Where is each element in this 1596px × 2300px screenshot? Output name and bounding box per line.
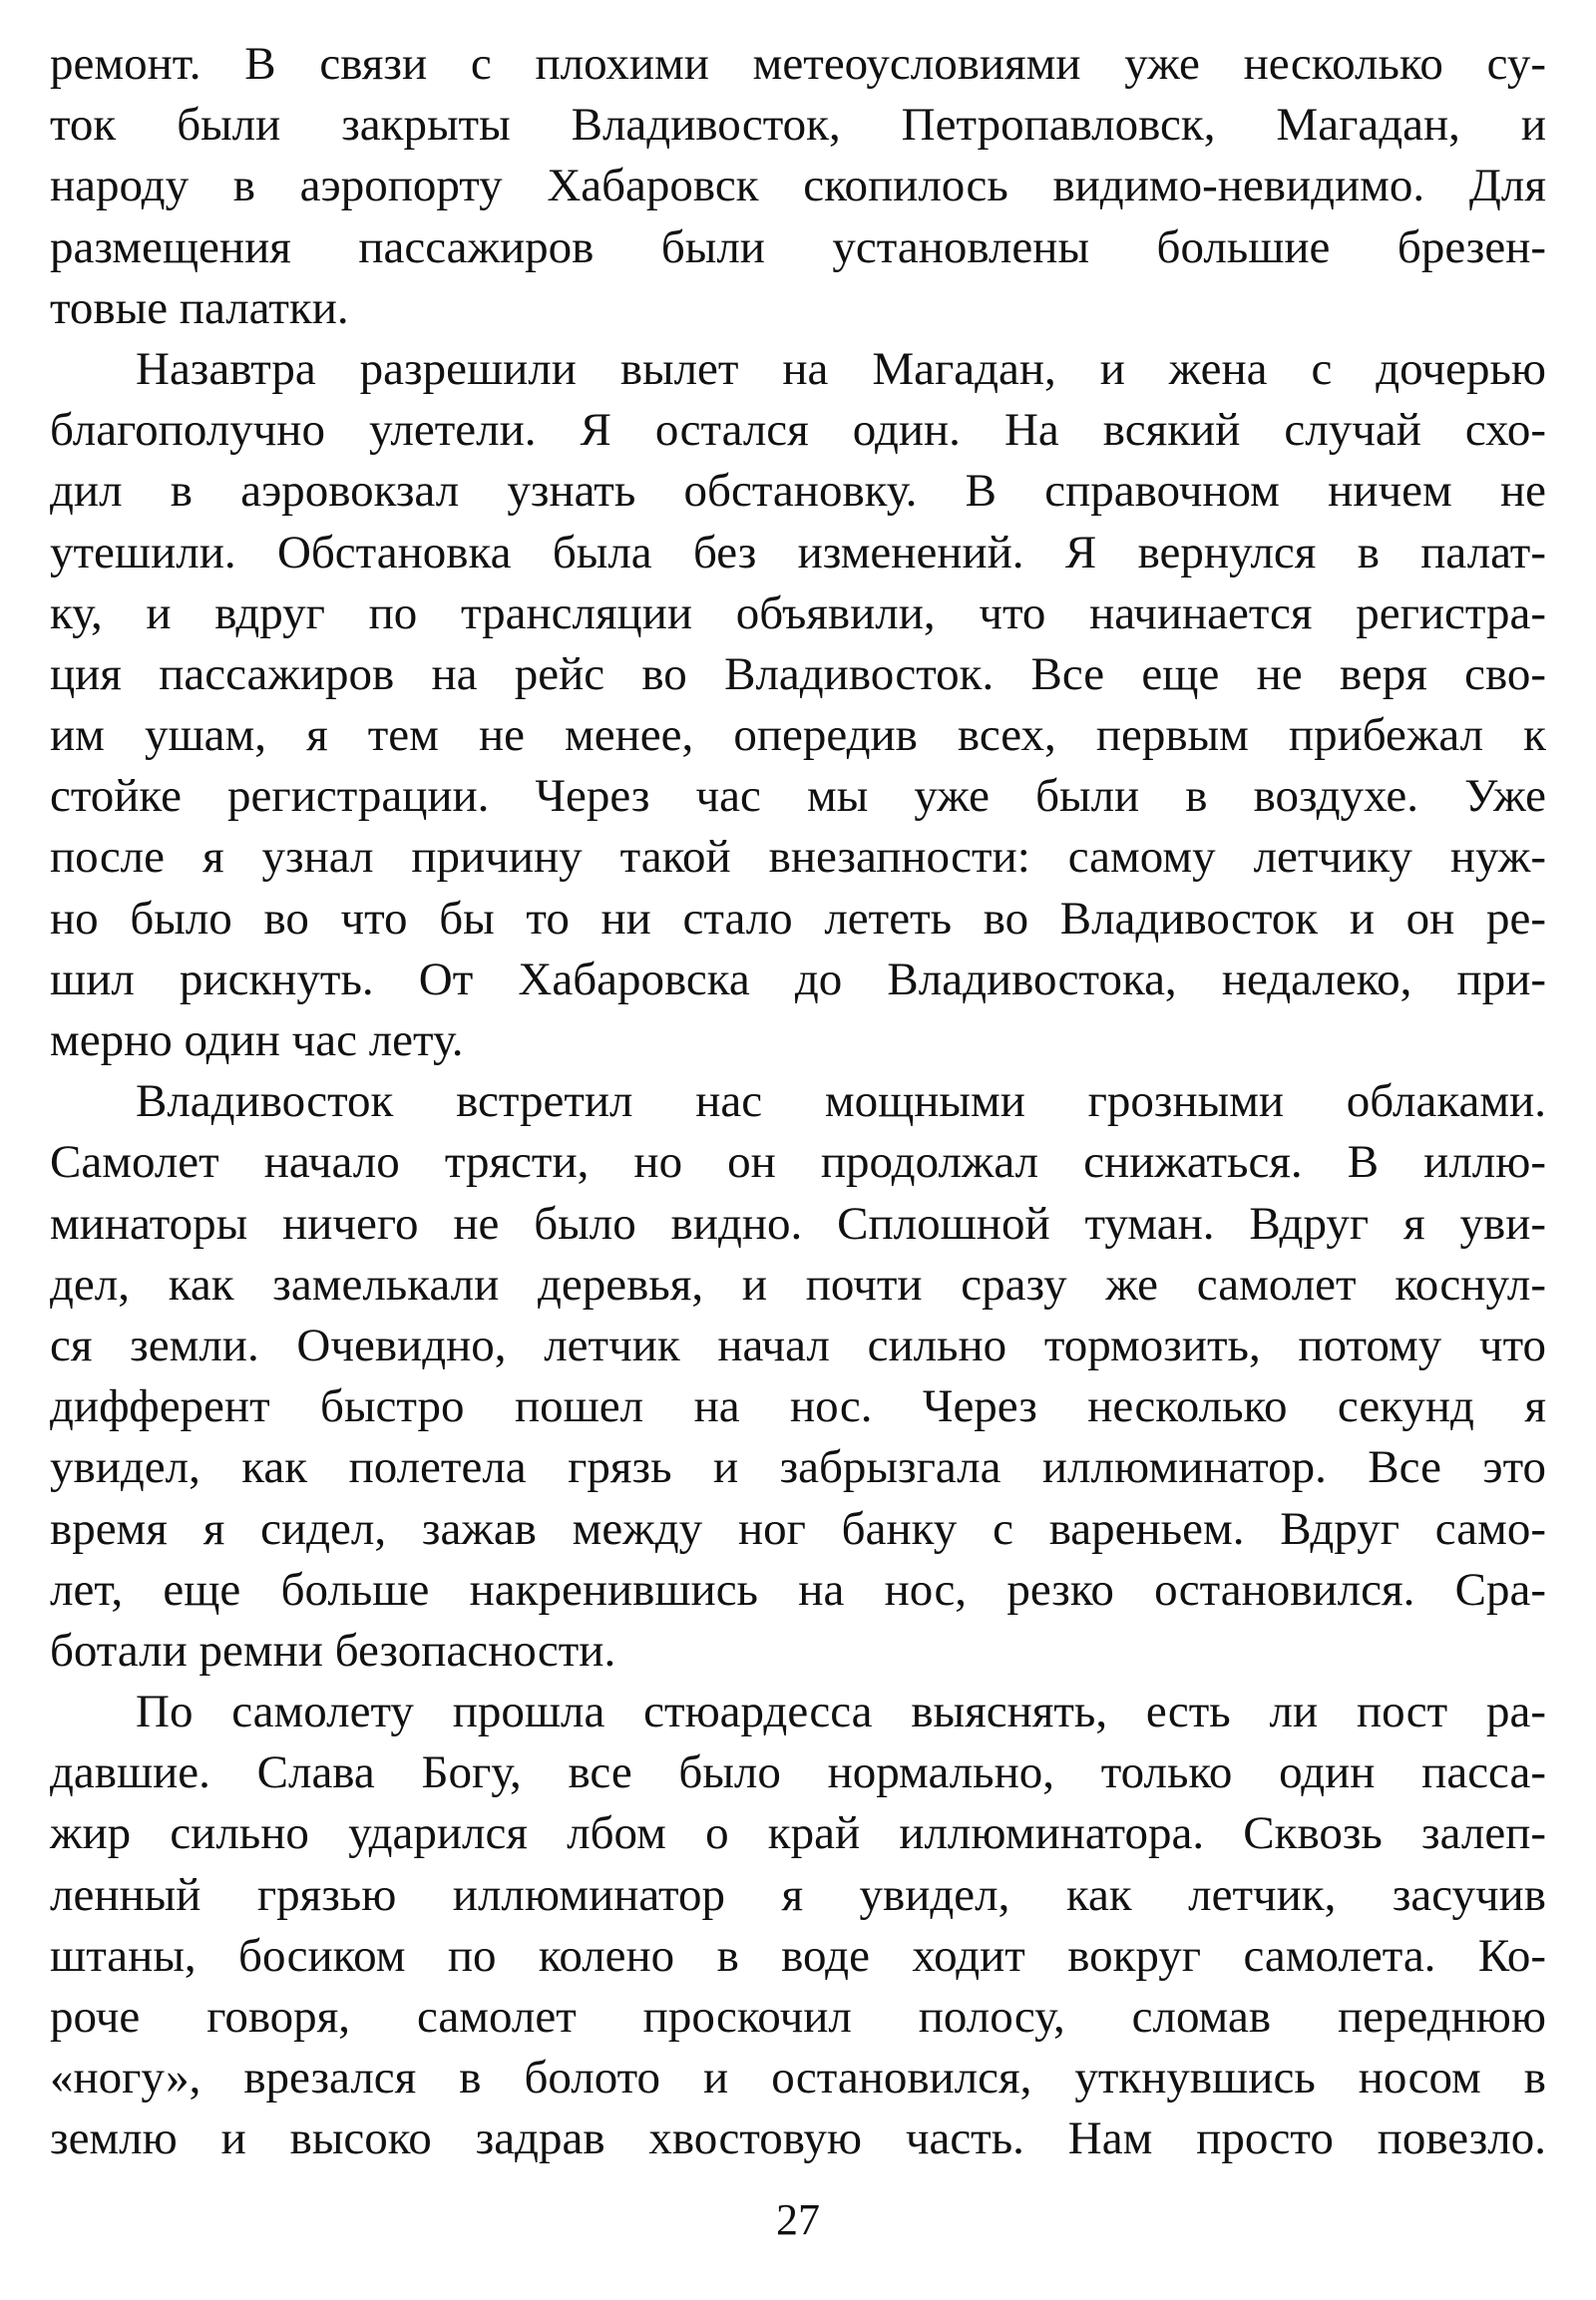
body-text: [50, 34, 1546, 2170]
text-line: увидел, как полетела грязь и забрызгала иллюминатор. Все это: [50, 1441, 1546, 1494]
text-line: минаторы ничего не было видно. Сплошной туман. Вдруг я уви-: [50, 1197, 1546, 1250]
text-line: ток были закрыты Владивосток, Петропавловск, Магадан, и: [50, 99, 1546, 152]
text-line: дил в аэровокзал узнать обстановку. В справочном ничем не: [50, 465, 1546, 518]
text-line: дифферент быстро пошел на нос. Через несколько секунд я: [50, 1380, 1546, 1433]
text-line: По самолету прошла стюардесса выяснять, есть ли пост ра-: [136, 1686, 1546, 1738]
paragraph-1: [50, 34, 1546, 339]
text-line: жир сильно ударился лбом о край иллюминатора. Сквозь залеп-: [50, 1807, 1546, 1860]
text-line: ся земли. Очевидно, летчик начал сильно тормозить, потому что: [50, 1319, 1546, 1371]
paragraph-4: [50, 1682, 1546, 2170]
text-line: ку, и вдруг по трансляции объявили, что начинается регистра-: [50, 586, 1546, 639]
text-line: благополучно улетели. Я остался один. На всякий случай схо-: [50, 404, 1546, 457]
text-line: Назавтра разрешили вылет на Магадан, и жена с дочерью: [136, 342, 1546, 395]
text-line: Самолет начало трясти, но он продолжал снижаться. В иллю-: [50, 1136, 1546, 1189]
text-line: землю и высоко задрав хвостовую часть. Нам просто повезло.: [50, 2112, 1546, 2165]
text-line: после я узнал причину такой внезапности: самому летчику нуж-: [50, 831, 1546, 884]
text-line: но было во что бы то ни стало лететь во Владивосток и он ре-: [50, 892, 1546, 945]
text-line: ботали ремни безопасности.: [50, 1624, 616, 1677]
text-line: стойке регистрации. Через час мы уже были в воздухе. Уже: [50, 770, 1546, 823]
text-line: шил рискнуть. От Хабаровска до Владивостока, недалеко, при-: [50, 953, 1546, 1005]
page-number: 27: [776, 2195, 820, 2244]
text-line: размещения пассажиров были установлены большие брезен-: [50, 220, 1546, 273]
text-line: давшие. Слава Богу, все было нормально, только один пасса-: [50, 1746, 1546, 1799]
text-line: им ушам, я тем не менее, опередив всех, первым прибежал к: [50, 709, 1546, 762]
text-line: время я сидел, зажав между ног банку с вареньем. Вдруг само-: [50, 1502, 1546, 1555]
text-line: товые палатки.: [50, 281, 349, 334]
text-line: штаны, босиком по колено в воде ходит вокруг самолета. Ко-: [50, 1929, 1546, 1982]
text-line: Владивосток встретил нас мощными грозными облаками.: [136, 1075, 1546, 1128]
text-line: лет, еще больше накренившись на нос, резко остановился. Сра-: [50, 1563, 1546, 1616]
text-line: дел, как замелькали деревья, и почти сразу же самолет коснул-: [50, 1258, 1546, 1311]
text-line: народу в аэропорту Хабаровск скопилось видимо-невидимо. Для: [50, 160, 1546, 212]
text-line: ремонт. В связи с плохими метеоусловиями уже несколько су-: [50, 38, 1546, 90]
paragraph-3: [50, 1071, 1546, 1682]
text-line: роче говоря, самолет проскочил полосу, сломав переднюю: [50, 1991, 1546, 2043]
text-line: ленный грязью иллюминатор я увидел, как летчик, засучив: [50, 1868, 1546, 1921]
text-line: ция пассажиров на рейс во Владивосток. Все еще не веря сво-: [50, 647, 1546, 700]
paragraph-2: [50, 339, 1546, 1071]
text-line: утешили. Обстановка была без изменений. Я вернулся в палат-: [50, 526, 1546, 578]
text-line: «ногу», врезался в болото и остановился, уткнувшись носом в: [50, 2052, 1546, 2105]
text-line: мерно один час лету.: [50, 1014, 464, 1066]
